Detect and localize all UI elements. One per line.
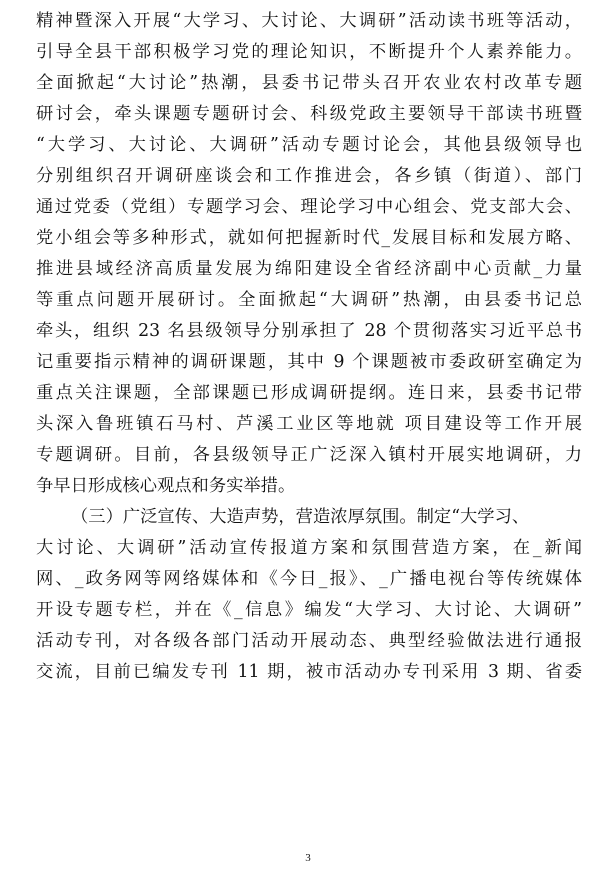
text-line: 全面掀起“大讨论”热潮，县委书记带头召开农业农村改革专题 — [36, 73, 582, 93]
text-line: 网、_政务网等网络媒体和《今日_报》、_广播电视台等传统媒体 — [36, 569, 582, 589]
text-line: 记重要指示精神的调研课题，其中 9 个课题被市委政研室确定为 — [36, 352, 582, 372]
body-text — [36, 6, 582, 688]
section-heading-line: （三）广泛宣传、大造声势，营造浓厚氛围。制定“大学习、 — [71, 507, 530, 527]
text-line: 开设专题专栏，并在《_信息》编发“大学习、大讨论、大调研” — [36, 600, 582, 620]
text-line: 通过党委（党组）专题学习会、理论学习中心组会、党支部大会、 — [36, 197, 582, 217]
text-line: 分别组织召开调研座谈会和工作推进会，各乡镇（街道）、部门 — [36, 166, 582, 186]
text-line: 引导全县干部积极学习党的理论知识，不断提升个人素养能力。 — [36, 42, 582, 62]
text-line: 头深入鲁班镇石马村、芦溪工业区等地就 项目建设等工作开展 — [36, 414, 582, 434]
text-line: 大讨论、大调研”活动宣传报道方案和氛围营造方案，在_新闻 — [36, 538, 582, 558]
text-line: 专题调研。目前，各县级领导正广泛深入镇村开展实地调研，力 — [36, 445, 582, 465]
text-line: 等重点问题开展研讨。全面掀起“大调研”热潮，由县委书记总 — [36, 290, 582, 310]
text-line: 精神暨深入开展“大学习、大讨论、大调研”活动读书班等活动， — [36, 11, 582, 31]
text-line: 牵头，组织 23 名县级领导分别承担了 28 个贯彻落实习近平总书 — [36, 321, 582, 341]
page-number: 3 — [305, 852, 311, 864]
text-line: 交流，目前已编发专刊 11 期，被市活动办专刊采用 3 期、省委 — [36, 662, 582, 682]
text-line: 重点关注课题，全部课题已形成调研提纲。连日来，县委书记带 — [36, 383, 582, 403]
text-line: “大学习、大讨论、大调研”活动专题讨论会，其他县级领导也 — [36, 135, 582, 155]
text-line-paragraph-end: 争早日形成核心观点和务实举措。 — [36, 476, 296, 496]
text-line: 活动专刊，对各级各部门活动开展动态、典型经验做法进行通报 — [36, 631, 582, 651]
text-line: 研讨会，牵头课题专题研讨会、科级党政主要领导干部读书班暨 — [36, 104, 582, 124]
text-line: 推进县域经济高质量发展为绵阳建设全省经济副中心贡献_力量 — [36, 259, 582, 279]
text-line: 党小组会等多种形式，就如何把握新时代_发展目标和发展方略、 — [36, 228, 582, 248]
